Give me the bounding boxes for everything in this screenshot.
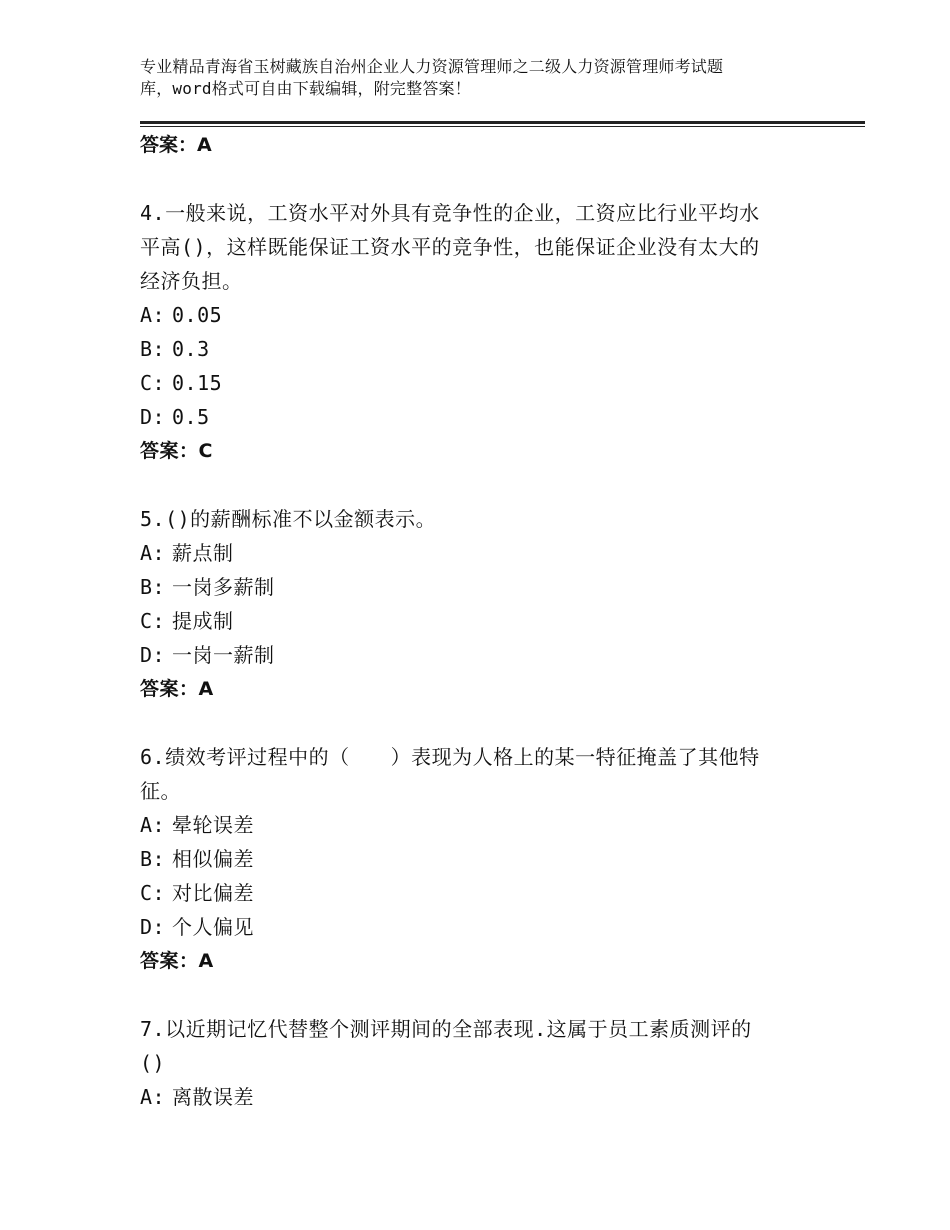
question-stem (140, 740, 820, 808)
option-c (140, 366, 820, 400)
question-item (140, 740, 820, 978)
stem-line: 经济负担。 (140, 269, 243, 293)
answer-line: 答案：A (140, 134, 212, 156)
option-text: 0.5 (172, 405, 210, 429)
option-letter: B: (140, 847, 166, 871)
option-letter: D: (140, 915, 166, 939)
option-a (140, 1080, 820, 1114)
option-b (140, 332, 820, 366)
stem-line: () (140, 1051, 166, 1075)
option-d (140, 638, 820, 672)
option-letter: D: (140, 405, 166, 429)
option-d (140, 910, 820, 944)
question-item (140, 502, 820, 706)
header-line: 库，word格式可自由下载编辑，附完整答案！ (140, 79, 471, 98)
option-text: 一岗一薪制 (172, 643, 275, 667)
option-text: 相似偏差 (172, 847, 254, 871)
header-divider-thick (140, 121, 865, 124)
option-letter: C: (140, 371, 166, 395)
question-list (140, 128, 820, 1114)
stem-line: 4.一般来说，工资水平对外具有竞争性的企业，工资应比行业平均水 (140, 201, 760, 225)
option-text: 薪点制 (172, 541, 234, 565)
document-header (140, 56, 840, 100)
option-b (140, 570, 820, 604)
option-letter: B: (140, 337, 166, 361)
option-text: 晕轮误差 (172, 813, 254, 837)
stem-line: 5.()的薪酬标准不以金额表示。 (140, 507, 437, 531)
question-item (140, 196, 820, 468)
stem-line: 征。 (140, 779, 181, 803)
option-letter: C: (140, 881, 166, 905)
stem-line: 7.以近期记忆代替整个测评期间的全部表现.这属于员工素质测评的 (140, 1017, 752, 1041)
option-letter: A: (140, 541, 166, 565)
answer-line: 答案：A (140, 950, 214, 972)
option-a (140, 536, 820, 570)
option-a (140, 808, 820, 842)
question-stem (140, 502, 820, 536)
option-letter: B: (140, 575, 166, 599)
option-b (140, 842, 820, 876)
option-letter: A: (140, 813, 166, 837)
answer-line: 答案：C (140, 440, 213, 462)
option-text: 0.3 (172, 337, 210, 361)
option-d (140, 400, 820, 434)
option-text: 提成制 (172, 609, 234, 633)
option-text: 0.05 (172, 303, 223, 327)
option-text: 对比偏差 (172, 881, 254, 905)
header-line: 专业精品青海省玉树藏族自治州企业人力资源管理师之二级人力资源管理师考试题 (140, 57, 724, 76)
stem-line: 6.绩效考评过程中的（ ）表现为人格上的某一特征掩盖了其他特 (140, 745, 760, 769)
option-a (140, 298, 820, 332)
question-stem (140, 196, 820, 298)
option-letter: A: (140, 303, 166, 327)
option-text: 0.15 (172, 371, 223, 395)
question-item (140, 1012, 820, 1114)
option-text: 离散误差 (172, 1085, 254, 1109)
option-letter: A: (140, 1085, 166, 1109)
option-text: 个人偏见 (172, 915, 254, 939)
option-c (140, 876, 820, 910)
question-stem (140, 1012, 820, 1080)
stem-line: 平高()，这样既能保证工资水平的竞争性，也能保证企业没有太大的 (140, 235, 760, 259)
answer-line: 答案：A (140, 678, 214, 700)
header-divider-thin (140, 126, 865, 127)
option-c (140, 604, 820, 638)
option-letter: D: (140, 643, 166, 667)
option-text: 一岗多薪制 (172, 575, 275, 599)
option-letter: C: (140, 609, 166, 633)
